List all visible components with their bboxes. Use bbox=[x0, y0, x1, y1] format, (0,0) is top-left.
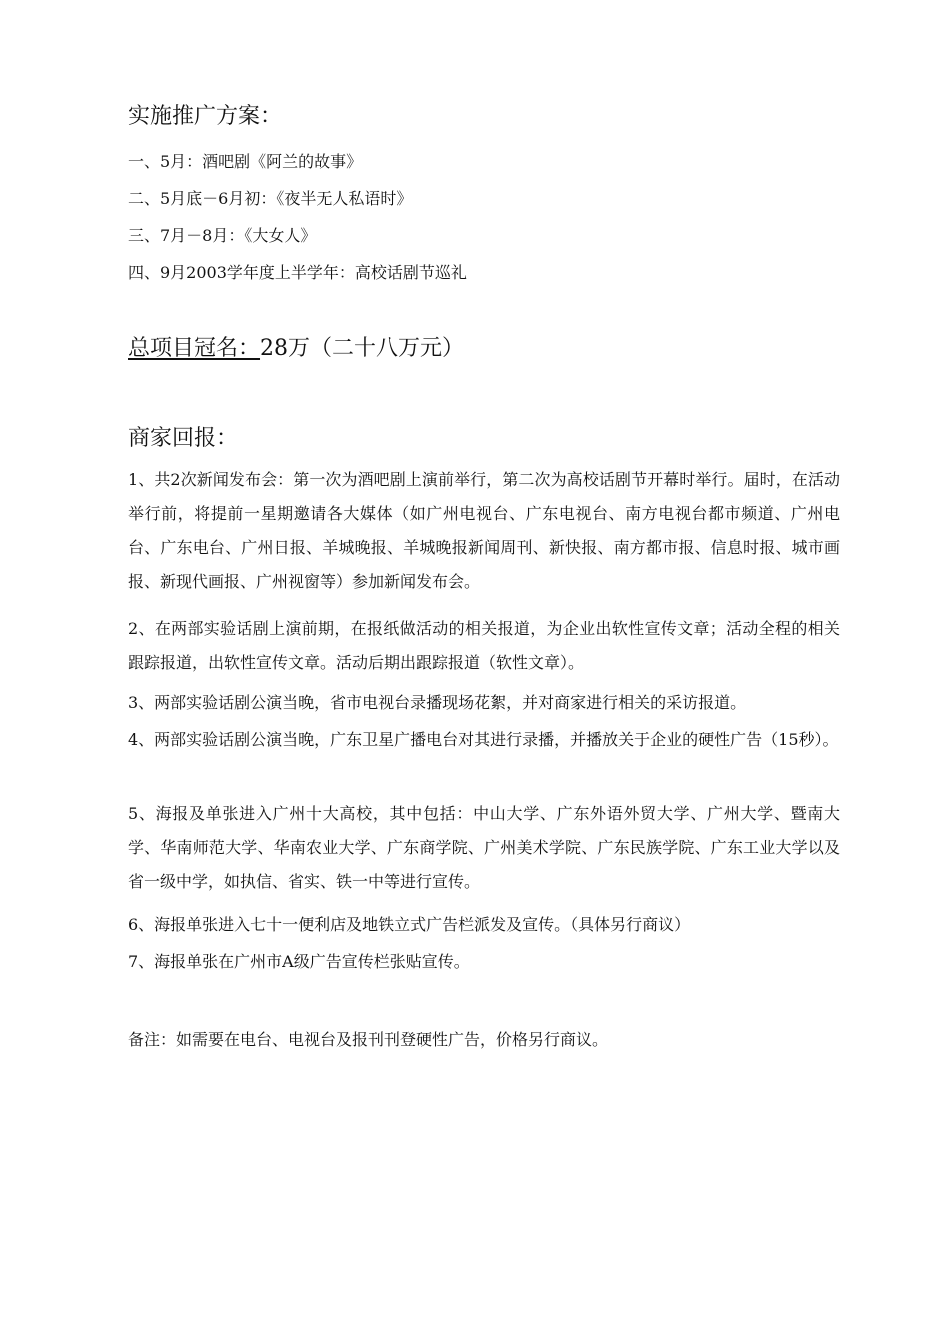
return-item: 2、在两部实验话剧上演前期，在报纸做活动的相关报道，为企业出软性宣传文章；活动全程的相关跟踪报道，出软性宣传文章。活动后期出跟踪报道（软性文章）。 bbox=[128, 619, 840, 672]
return-item: 3、两部实验话剧公演当晚，省市电视台录播现场花絮，并对商家进行相关的采访报道。 bbox=[128, 693, 747, 712]
plan-item: 一、5月：酒吧剧《阿兰的故事》 bbox=[128, 152, 363, 171]
return-item: 1、共2次新闻发布会：第一次为酒吧剧上演前举行，第二次为高校话剧节开幕时举行。届时，在活动举行前，将提前一星期邀请各大媒体（如广州电视台、广东电视台、南方电视台都市频道、广州电台、广东电台、广州日报、羊城晚报、羊城晚报新闻周刊、新快报、南方都市报、信息时报、城市画报、新现代画报、广州视窗等）参加新闻发布会。 bbox=[128, 470, 840, 591]
returns-title: 商家回报： bbox=[128, 426, 239, 451]
plan-item: 四、9月2003学年度上半学年：高校话剧节巡礼 bbox=[128, 263, 467, 282]
note: 备注：如需要在电台、电视台及报刊刊登硬性广告，价格另行商议。 bbox=[128, 1030, 609, 1049]
return-item: 4、两部实验话剧公演当晚，广东卫星广播电台对其进行录播，并播放关于企业的硬性广告（15秒）。 bbox=[128, 730, 839, 749]
sponsorship-line bbox=[128, 334, 464, 364]
return-item: 7、海报单张在广州市A级广告宣传栏张贴宣传。 bbox=[128, 952, 470, 971]
sponsorship-value: 28万（二十八万元） bbox=[260, 336, 465, 361]
plan-item: 二、5月底－6月初：《夜半无人私语时》 bbox=[128, 189, 413, 208]
plan-title: 实施推广方案： bbox=[128, 104, 283, 129]
plan-item: 三、7月－8月：《大女人》 bbox=[128, 226, 317, 245]
sponsorship-label: 总项目冠名： bbox=[128, 336, 261, 361]
return-item: 5、海报及单张进入广州十大高校，其中包括：中山大学、广东外语外贸大学、广州大学、暨南大学、华南师范大学、华南农业大学、广东商学院、广州美术学院、广东民族学院、广东工业大学以及省一级中学，如执信、省实、铁一中等进行宣传。 bbox=[128, 804, 840, 891]
return-item: 6、海报单张进入七十一便利店及地铁立式广告栏派发及宣传。（具体另行商议） bbox=[128, 915, 691, 934]
